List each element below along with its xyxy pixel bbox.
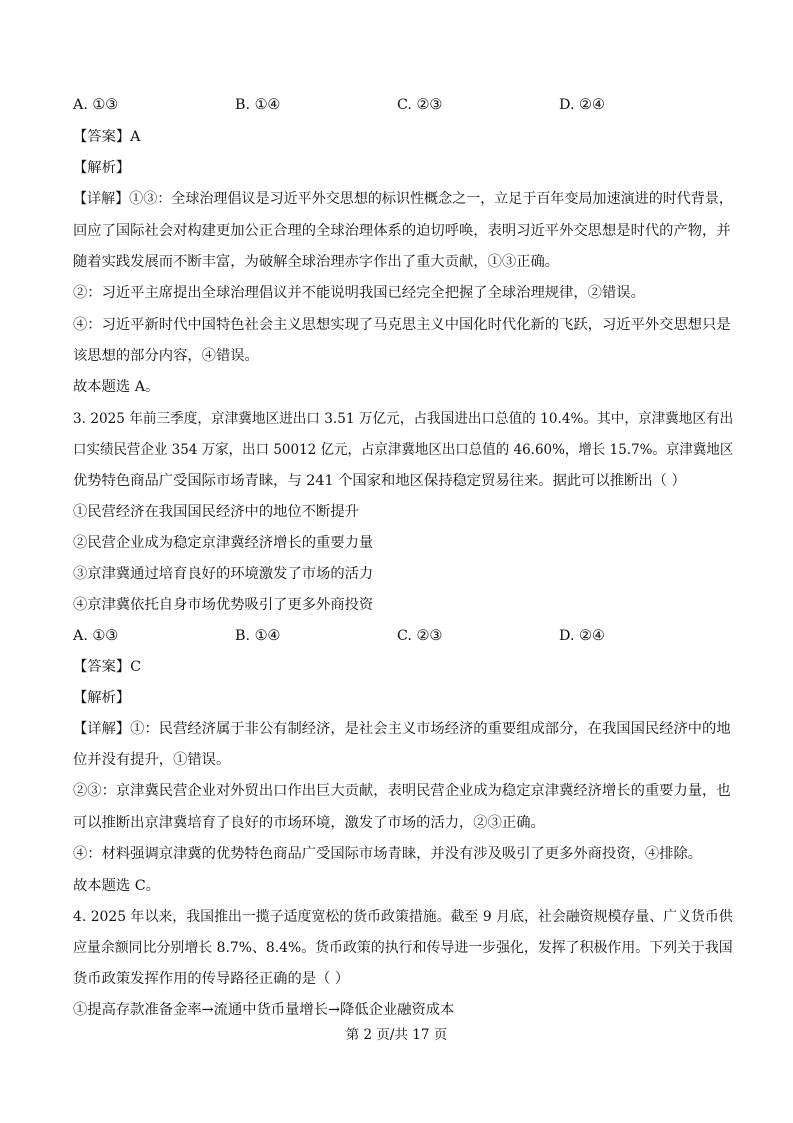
q2-detail-line: ②：习近平主席提出全球治理倡议并不能说明我国已经完全把握了全球治理规律，②错误。 — [73, 285, 645, 301]
q3-option-c: C. ②③ — [397, 628, 443, 644]
q3-option-d: D. ②④ — [559, 628, 605, 644]
q2-option-d: D. ②④ — [559, 97, 605, 113]
q2-detail-line: 随着实践发展而不断丰富，为破解全球治理赤字作出了重大贡献，①③正确。 — [73, 254, 560, 270]
q3-answer: 【答案】C — [73, 659, 142, 675]
q2-options — [73, 95, 733, 115]
q3-item: ②民营企业成为稳定京津冀经济增长的重要力量 — [73, 535, 374, 551]
q3-stem-line: 优势特色商品广受国际市场青睐，与 241 个国家和地区保持稳定贸易往来。据此可以推断出（ ） — [73, 473, 686, 489]
q3-item: ④京津冀依托自身市场优势吸引了更多外商投资 — [73, 597, 374, 613]
q2-answer: 【答案】A — [73, 129, 141, 145]
q3-option-b: B. ①④ — [235, 628, 281, 644]
q2-conclusion: 故本题选 A。 — [73, 379, 160, 395]
q4-stem-line: 货币政策发挥作用的传导路径正确的是（ ） — [73, 971, 350, 987]
q3-stem-line: 口实绩民营企业 354 万家，出口 50012 亿元，占京津冀地区出口总值的 46.60%，增长 15.7%。京津冀地区 — [73, 442, 734, 458]
q3-options — [73, 626, 733, 646]
q4-stem-line: 应量余额同比分别增长 8.7%、8.4%。货币政策的执行和传导进一步强化，发挥了积极作用。下列关于我国 — [73, 940, 733, 956]
q2-option-a: A. ①③ — [73, 97, 119, 113]
q2-analysis-label: 【解析】 — [73, 160, 131, 176]
q3-conclusion: 故本题选 C。 — [73, 878, 160, 894]
q3-detail-line: ②③：京津冀民营企业对外贸出口作出巨大贡献，表明民营企业成为稳定京津冀经济增长的重要力量，也 — [73, 783, 731, 799]
q4-item: ①提高存款准备金率→流通中货币量增长→降低企业融资成本 — [73, 1002, 455, 1018]
page-footer: 第 2 页/共 17 页 — [345, 1027, 448, 1043]
q3-stem-line: 3. 2025 年前三季度，京津冀地区进出口 3.51 万亿元，占我国进出口总值的 10.4%。其中，京津冀地区有出 — [73, 411, 734, 427]
q3-analysis-label: 【解析】 — [73, 690, 131, 706]
q3-item: ③京津冀通过培育良好的环境激发了市场的活力 — [73, 566, 374, 582]
q2-detail-line: 【详解】①③：全球治理倡议是习近平外交思想的标识性概念之一，立足于百年变局加速演进的时代背景， — [73, 191, 733, 207]
q2-detail-line: ④：习近平新时代中国特色社会主义思想实现了马克思主义中国化时代化新的飞跃，习近平外交思想只是 — [73, 317, 731, 333]
q3-item: ①民营经济在我国国民经济中的地位不断提升 — [73, 504, 359, 520]
q2-option-c: C. ②③ — [397, 97, 443, 113]
q3-detail-line: 【详解】①：民营经济属于非公有制经济，是社会主义市场经济的重要组成部分，在我国国民经济中的地 — [73, 721, 731, 737]
q3-detail-line: 位并没有提升，①错误。 — [73, 752, 231, 768]
q4-stem-line: 4. 2025 年以来，我国推出一揽子适度宽松的货币政策措施。截至 9 月底，社会融资规模存量、广义货币供 — [73, 909, 733, 925]
q2-option-b: B. ①④ — [235, 97, 281, 113]
q3-detail-line: 可以推断出京津冀培育了良好的市场环境，激发了市场的活力，②③正确。 — [73, 815, 545, 831]
q2-detail-line: 该思想的部分内容，④错误。 — [73, 348, 259, 364]
q3-option-a: A. ①③ — [73, 628, 119, 644]
q3-detail-line: ④：材料强调京津冀的优势特色商品广受国际市场青睐，并没有涉及吸引了更多外商投资，④排除。 — [73, 846, 703, 862]
q2-detail-line: 回应了国际社会对构建更加公正合理的全球治理体系的迫切呼唤，表明习近平外交思想是时代的产物，并 — [73, 223, 731, 239]
